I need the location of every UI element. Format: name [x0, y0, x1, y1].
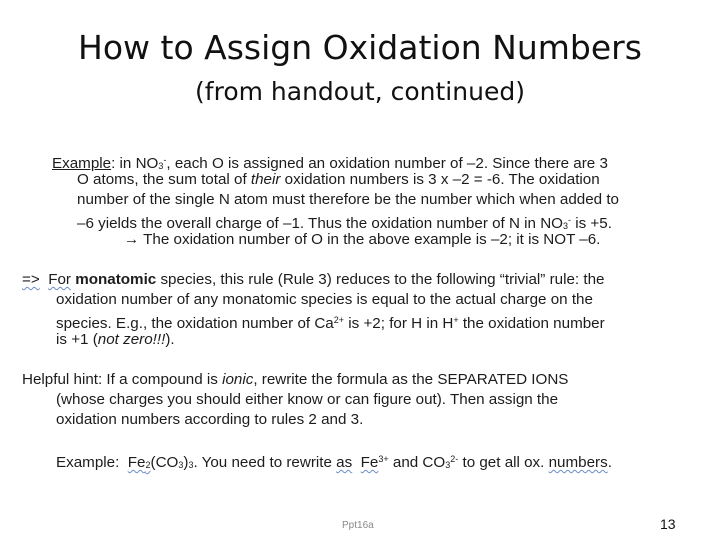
page-number: 13	[660, 516, 676, 532]
example2-line: Example: Fe2(CO3)3. You need to rewrite as $Fe^{3+}$ and $CO3^{2-}$ to get all ox. numbers.	[56, 454, 612, 471]
hint-line-3: oxidation numbers according to rules 2 and 3.	[56, 411, 364, 428]
hint-line-2: (whose charges you should either know or can figure out). Then assign the	[56, 391, 559, 408]
arrow-marker: =>	[22, 271, 40, 288]
footer-slide-id: Ppt16a	[342, 520, 374, 531]
example-paragraph	[52, 150, 619, 250]
example-conclusion: → The oxidation number of O in the above example is –2; it is NOT –6.	[124, 231, 601, 248]
example2-label: Example:	[56, 454, 120, 471]
hint-paragraph	[22, 370, 568, 430]
hint-line-1: Helpful hint: If a compound is ionic, rewrite the formula as the SEPARATED IONS	[22, 371, 569, 388]
example-line-3: number of the single N atom must therefore be the number which when added to	[77, 191, 619, 208]
monatomic-paragraph	[22, 270, 605, 350]
example-label: Example	[52, 155, 112, 172]
example-line-2: O atoms, the sum total of their oxidation numbers is 3 x –2 = -6. The oxidation	[77, 171, 600, 188]
monatomic-line-1: => For monatomic species, this rule (Rule 3) reduces to the following “trivial” rule: the	[22, 271, 605, 288]
example-line-4: –6 yields the overall charge of –1. Thus the oxidation number of N in NO3- is +5.	[77, 215, 612, 232]
monatomic-line-4: is +1 (not zero!!!).	[56, 331, 175, 348]
slide-subtitle: (from handout, continued)	[195, 77, 525, 106]
monatomic-line-3: species. E.g., the oxidation number of $Ca^{2+}$ is +2; for H in H+ the oxidation number	[56, 315, 605, 332]
monatomic-line-2: oxidation number of any monatomic species is equal to the actual charge on the	[56, 291, 593, 308]
slide-title: How to Assign Oxidation Numbers	[78, 28, 642, 67]
example-line-1: Example: in NO3-, each O is assigned an oxidation number of –2. Since there are 3	[52, 155, 608, 172]
